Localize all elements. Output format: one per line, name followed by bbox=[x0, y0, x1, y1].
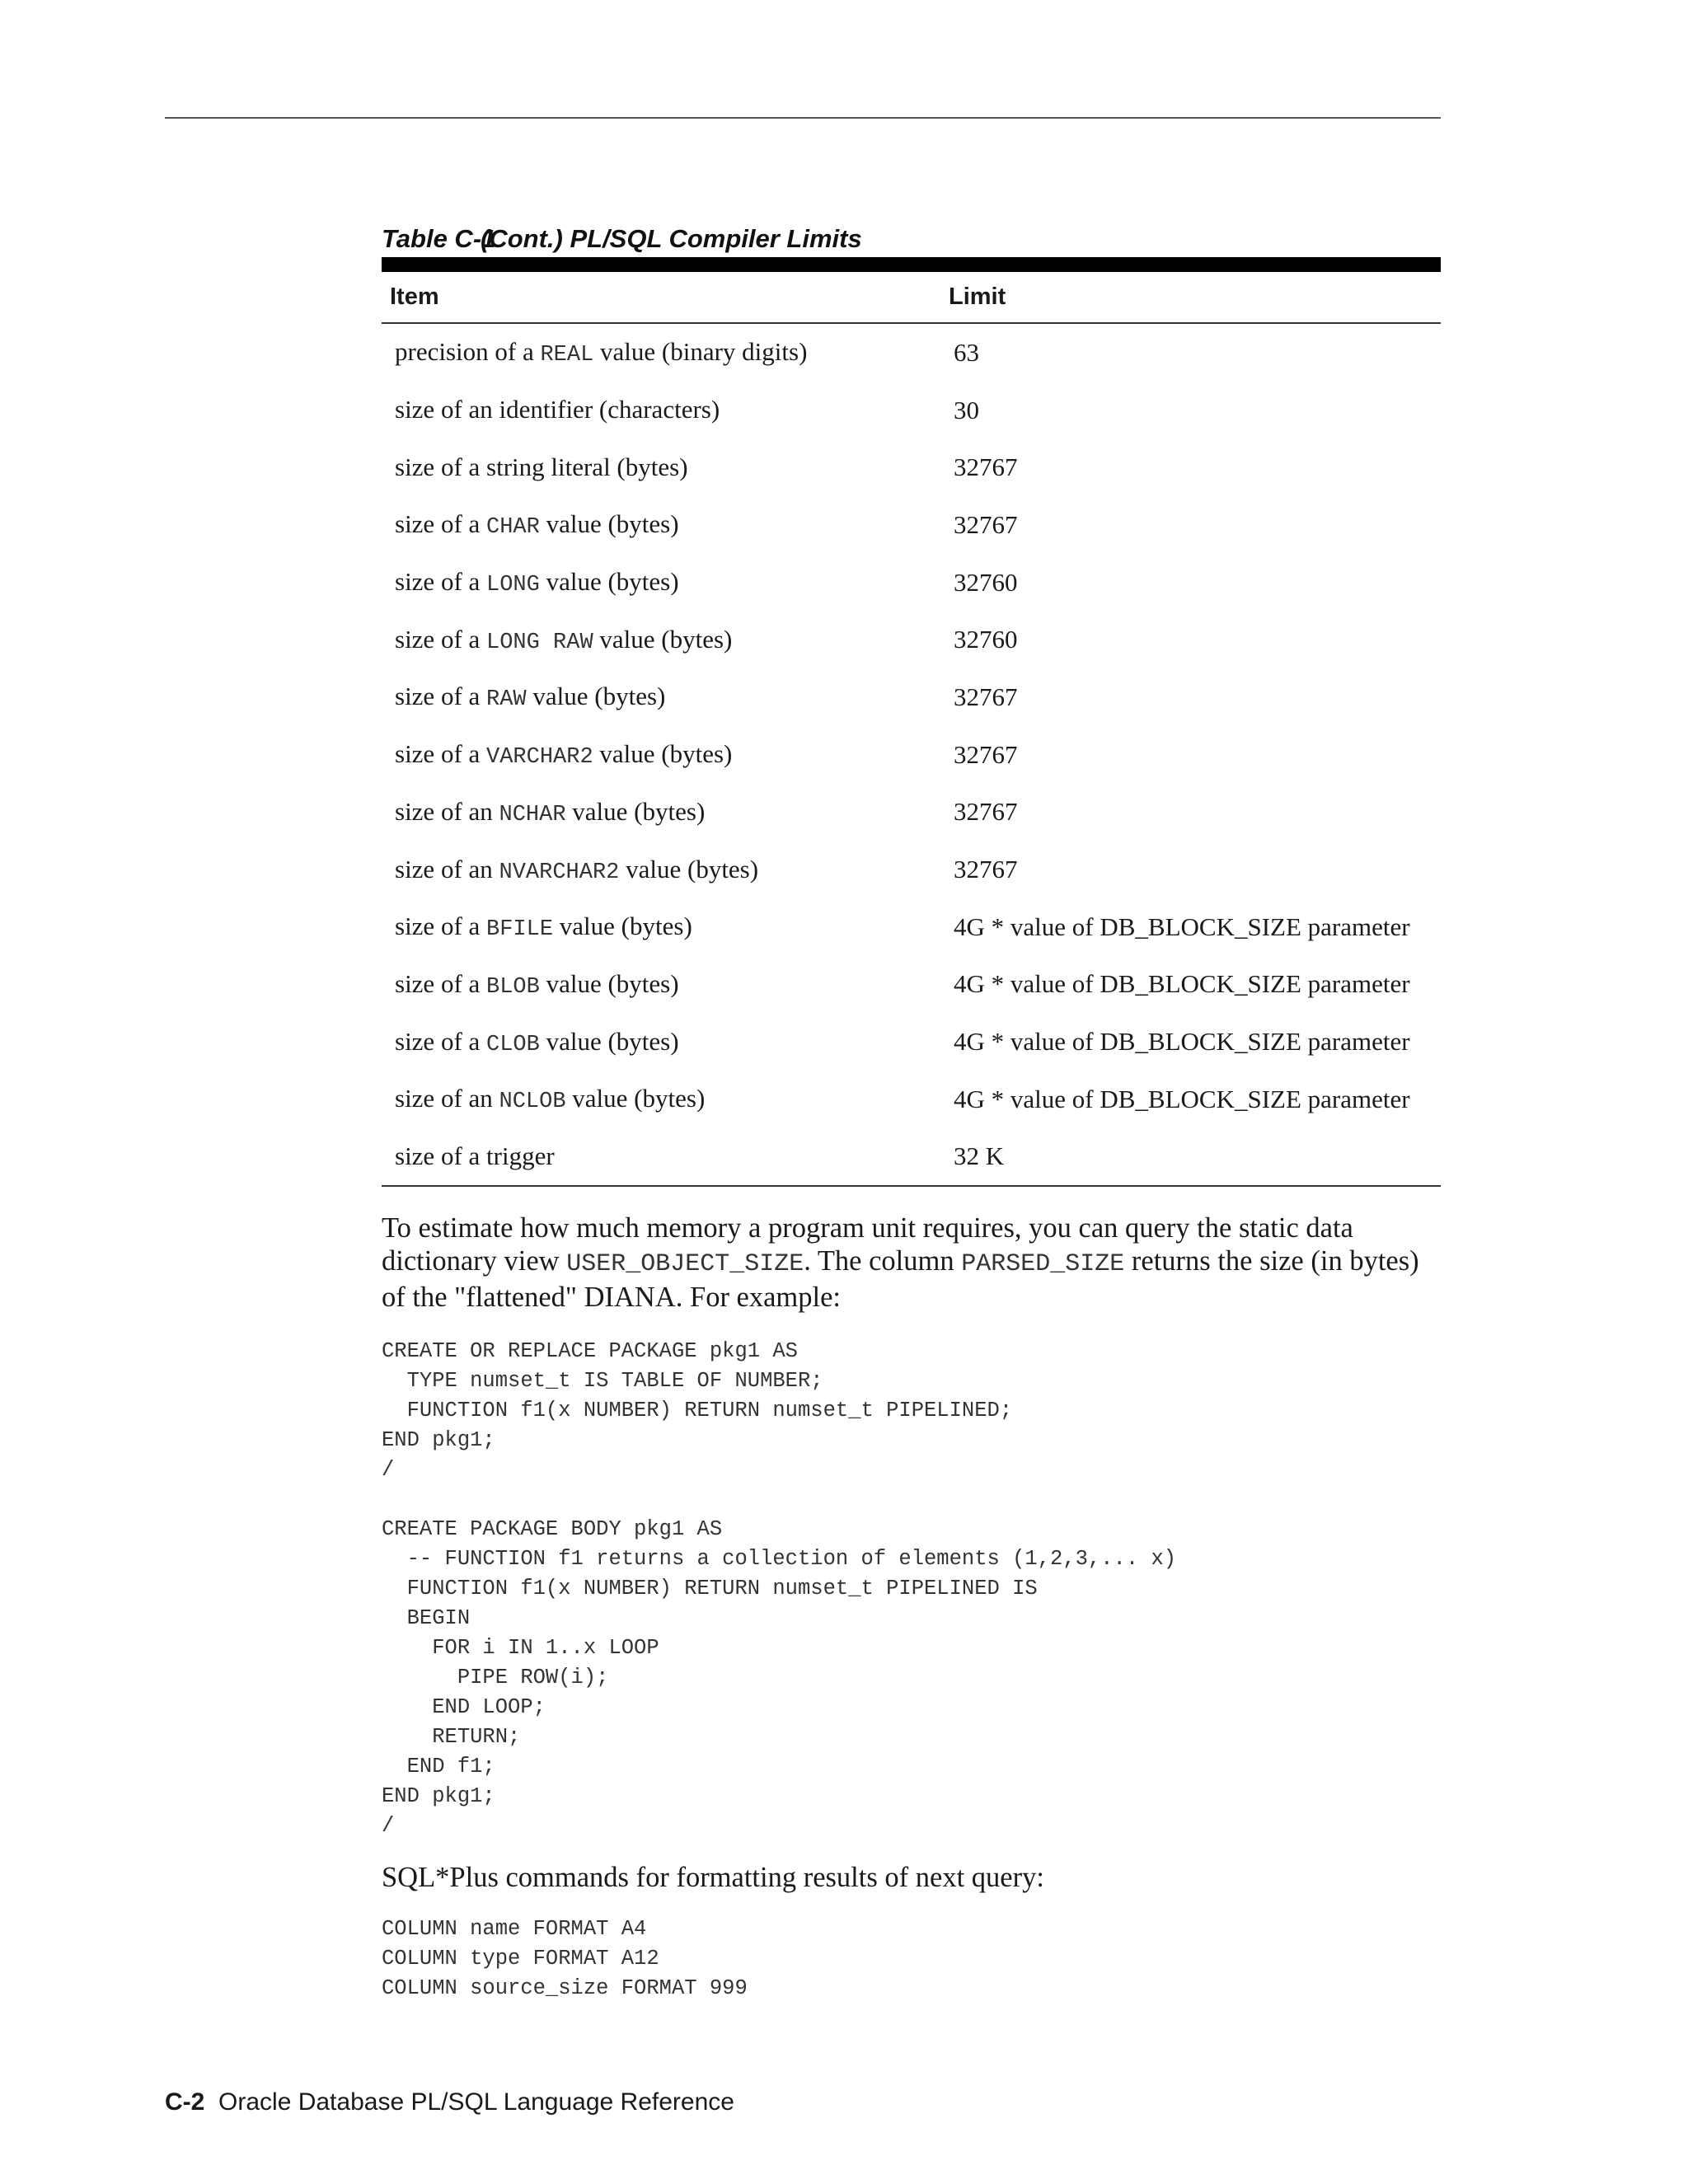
code-example-format: COLUMN name FORMAT A4 COLUMN type FORMAT A12 COLUMN source_size FORMAT 999 bbox=[382, 1917, 748, 2001]
table-row bbox=[382, 898, 1441, 956]
cell-item bbox=[382, 855, 942, 885]
item-text: size of an identifier (characters) bbox=[395, 395, 720, 424]
cell-item bbox=[382, 969, 942, 1000]
table-row bbox=[382, 1071, 1441, 1128]
cell-limit: 4G * value of DB_BLOCK_SIZE parameter bbox=[954, 1027, 1410, 1057]
item-text: size of a bbox=[395, 968, 487, 998]
table-row bbox=[382, 1013, 1441, 1071]
cell-limit: 32767 bbox=[954, 452, 1018, 482]
item-text: value (bytes) bbox=[526, 682, 666, 711]
paragraph-memory-estimate bbox=[382, 1212, 1445, 1314]
cell-limit: 4G * value of DB_BLOCK_SIZE parameter bbox=[954, 969, 1410, 999]
item-code: BLOB bbox=[486, 974, 540, 1000]
table-row bbox=[382, 956, 1441, 1014]
table-row bbox=[382, 668, 1441, 726]
item-text: size of a trigger bbox=[395, 1141, 555, 1170]
table-row bbox=[382, 438, 1441, 496]
cell-limit: 32767 bbox=[954, 855, 1018, 884]
item-text: value (bytes) bbox=[593, 739, 733, 769]
cell-item bbox=[382, 1027, 942, 1057]
table-row bbox=[382, 324, 1441, 382]
cell-limit: 30 bbox=[954, 395, 979, 424]
cell-item bbox=[382, 1141, 942, 1172]
item-text: size of an bbox=[395, 1084, 499, 1113]
header-rule bbox=[165, 117, 1441, 119]
item-text: size of a bbox=[395, 624, 487, 654]
cell-limit: 32767 bbox=[954, 682, 1018, 711]
book-title: Oracle Database PL/SQL Language Reference bbox=[218, 2088, 734, 2116]
item-text: size of a bbox=[395, 739, 487, 769]
cell-limit: 32767 bbox=[954, 739, 1018, 769]
paragraph-text: To estimate how much memory a program unit requires, you can query the static data dictionary view bbox=[382, 1212, 1353, 1277]
cell-item bbox=[382, 509, 942, 540]
item-code: CLOB bbox=[486, 1032, 540, 1057]
item-code: CHAR bbox=[486, 515, 540, 541]
cell-limit: 32767 bbox=[954, 509, 1018, 539]
item-text: value (bytes) bbox=[619, 854, 759, 883]
cell-item bbox=[382, 337, 942, 368]
table-title-text: (Cont.) PL/SQL Compiler Limits bbox=[481, 224, 862, 253]
item-text: value (bytes) bbox=[565, 796, 706, 826]
item-code: VARCHAR2 bbox=[486, 745, 593, 771]
cell-item bbox=[382, 739, 942, 770]
table-top-rule bbox=[382, 257, 1441, 272]
item-text: value (bytes) bbox=[539, 1026, 679, 1056]
table-header-row bbox=[382, 272, 1441, 324]
header-limit: Limit bbox=[949, 284, 1006, 310]
cell-limit: 32760 bbox=[954, 567, 1018, 597]
item-code: NCHAR bbox=[499, 802, 566, 827]
item-code: RAW bbox=[486, 687, 527, 713]
item-code: NCLOB bbox=[499, 1090, 566, 1115]
cell-item bbox=[382, 452, 942, 483]
item-code: LONG bbox=[486, 573, 540, 598]
table-row bbox=[382, 726, 1441, 784]
item-text: size of an bbox=[395, 854, 499, 883]
item-code: REAL bbox=[540, 343, 594, 368]
cell-limit: 32760 bbox=[954, 625, 1018, 654]
cell-item bbox=[382, 682, 942, 712]
table-number: Table C-1 bbox=[382, 224, 496, 253]
item-text: size of an bbox=[395, 796, 499, 826]
cell-limit: 4G * value of DB_BLOCK_SIZE parameter bbox=[954, 912, 1410, 941]
cell-item bbox=[382, 567, 942, 598]
table-body bbox=[382, 324, 1441, 1187]
table-caption bbox=[382, 221, 1441, 257]
cell-item bbox=[382, 395, 942, 425]
item-text: precision of a bbox=[395, 337, 541, 367]
cell-item bbox=[382, 625, 942, 655]
table-row bbox=[382, 784, 1441, 841]
paragraph-text: . The column bbox=[804, 1245, 962, 1277]
item-text: value (bytes) bbox=[553, 912, 692, 941]
paragraph-text: returns the size (in bytes) of the "flattened" DIANA. For example: bbox=[382, 1245, 1419, 1314]
item-text: size of a bbox=[395, 1026, 487, 1056]
paragraph-sqlplus: SQL*Plus commands for formatting results of next query: bbox=[382, 1862, 1044, 1894]
item-text: value (bytes) bbox=[539, 509, 679, 539]
item-text: value (bytes) bbox=[593, 624, 733, 654]
item-text: size of a bbox=[395, 567, 487, 597]
item-text: value (binary digits) bbox=[593, 337, 808, 367]
page-footer bbox=[165, 2088, 734, 2116]
item-text: size of a string literal (bytes) bbox=[395, 452, 688, 481]
header-item: Item bbox=[390, 284, 439, 310]
inline-code-user-object-size: USER_OBJECT_SIZE bbox=[566, 1250, 804, 1279]
cell-limit: 4G * value of DB_BLOCK_SIZE parameter bbox=[954, 1084, 1410, 1113]
item-text: value (bytes) bbox=[539, 968, 679, 998]
table-row bbox=[382, 1128, 1441, 1186]
cell-item bbox=[382, 1084, 942, 1114]
item-code: LONG RAW bbox=[486, 630, 593, 655]
page-content bbox=[382, 221, 1441, 2004]
item-code: NVARCHAR2 bbox=[499, 860, 620, 885]
item-text: size of a bbox=[395, 682, 487, 711]
table-row bbox=[382, 496, 1441, 554]
cell-item bbox=[382, 797, 942, 827]
item-text: size of a bbox=[395, 509, 487, 539]
table-row bbox=[382, 841, 1441, 898]
inline-code-parsed-size: PARSED_SIZE bbox=[961, 1250, 1125, 1279]
cell-limit: 32767 bbox=[954, 797, 1018, 827]
item-text: value (bytes) bbox=[539, 567, 679, 597]
table-row bbox=[382, 611, 1441, 668]
page-number: C-2 bbox=[165, 2088, 205, 2116]
code-example-package: CREATE OR REPLACE PACKAGE pkg1 AS TYPE numset_t IS TABLE OF NUMBER; FUNCTION f1(x NUMBER) RETURN numset_t PIPELINED; END pkg1; / CREATE PACKAGE BODY pkg1 AS -- FUNCTION f1 returns a collection of elements (1,2,3,... x) FUNCTION f1(x NUMBER) RETURN numset_t PIPELINED IS BEGIN FOR i IN 1..x LOOP PIPE ROW(i); END LOOP; RETURN; END f1; END pkg1; / bbox=[382, 1339, 1177, 1839]
item-code: BFILE bbox=[486, 917, 554, 943]
cell-item bbox=[382, 912, 942, 942]
table-row bbox=[382, 554, 1441, 612]
item-text: size of a bbox=[395, 912, 487, 941]
cell-limit: 63 bbox=[954, 337, 979, 367]
cell-limit: 32 K bbox=[954, 1141, 1005, 1171]
table-row bbox=[382, 382, 1441, 439]
item-text: value (bytes) bbox=[565, 1084, 706, 1113]
